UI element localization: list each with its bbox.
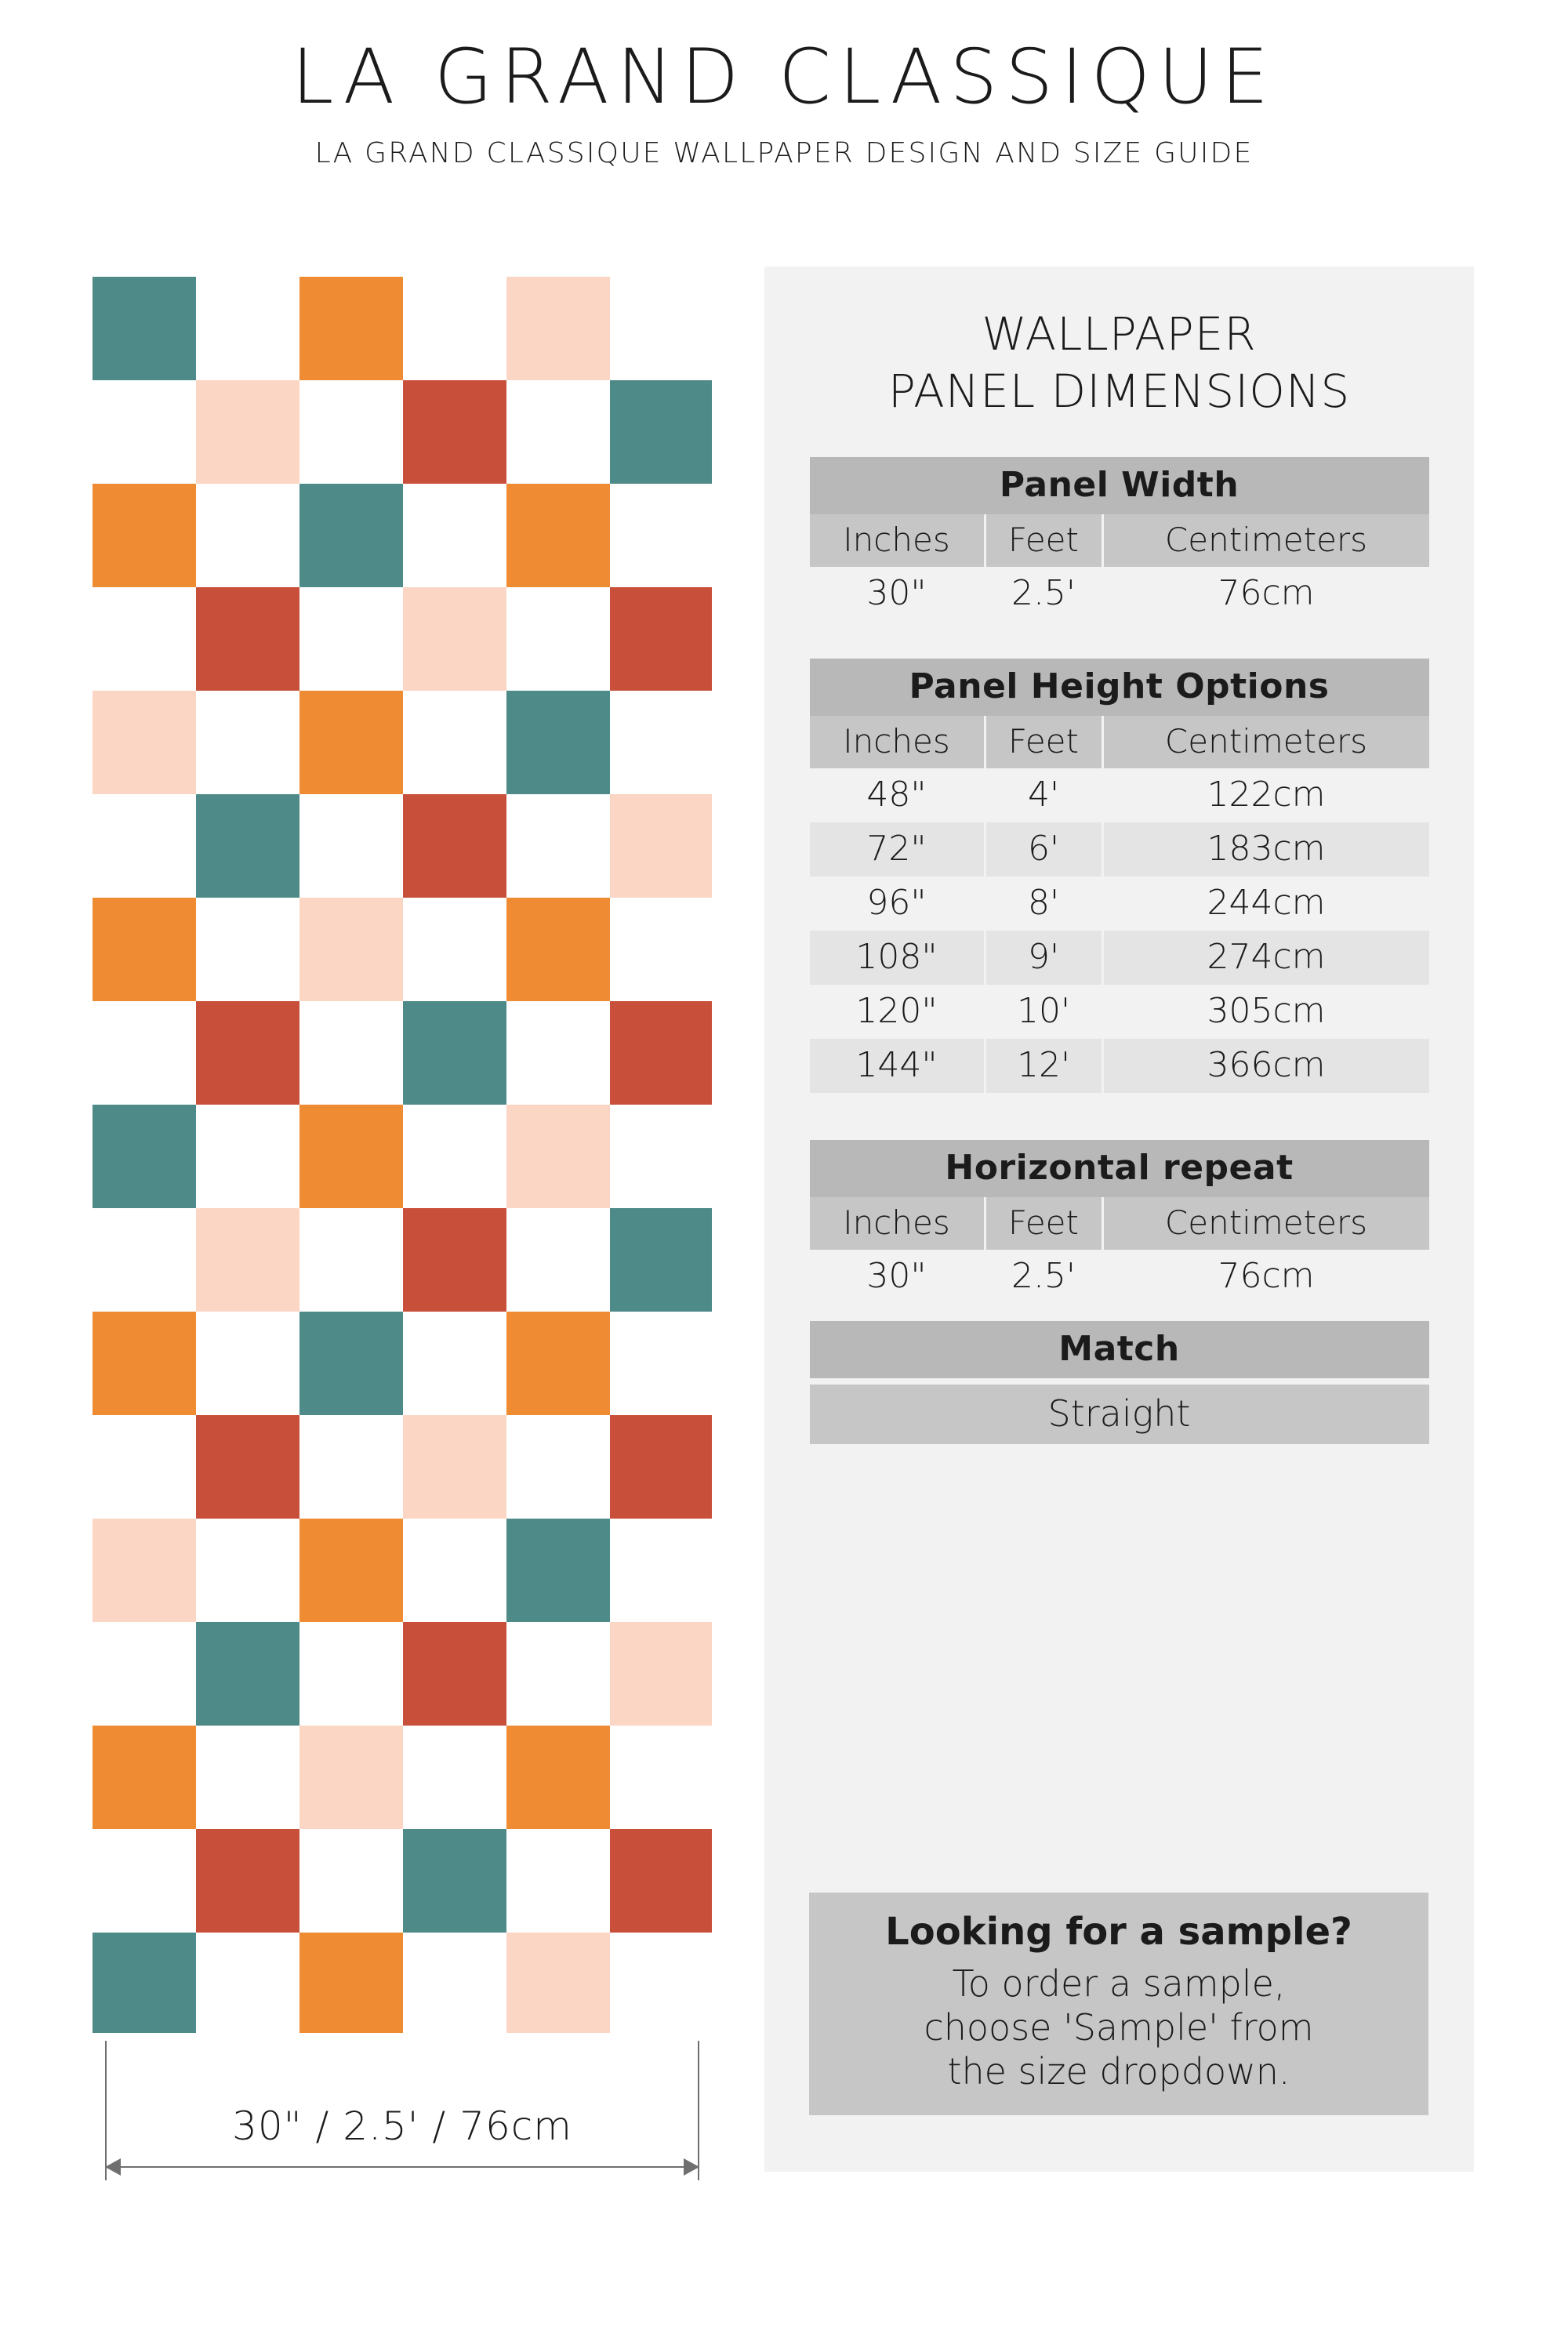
cell-inches: 96" — [810, 877, 986, 931]
pattern-cell — [610, 1622, 712, 1726]
dimensions-panel — [764, 267, 1474, 2172]
panel-heading-line1: WALLPAPER — [982, 307, 1257, 361]
cell-centimeters: 76cm — [1218, 573, 1315, 613]
sample-callout — [809, 1893, 1428, 2115]
measure-line — [105, 2166, 699, 2168]
column-header-inches: Inches — [810, 1197, 986, 1250]
pattern-cell — [196, 1622, 299, 1726]
horizontal-repeat-title: Horizontal repeat — [810, 1140, 1429, 1197]
cell-feet: 8' — [986, 877, 1104, 931]
pattern-cell — [506, 1519, 610, 1622]
cell-centimeters: 76cm — [1218, 1256, 1315, 1296]
pattern-cell — [196, 1208, 299, 1312]
pattern-cell — [299, 484, 403, 587]
panel-heading — [764, 306, 1474, 419]
arrow-left-icon — [105, 2158, 121, 2176]
cell-feet: 2.5' — [986, 567, 1104, 621]
column-header-feet: Feet — [986, 716, 1104, 768]
pattern-cell — [506, 1105, 610, 1208]
match-title: Match — [810, 1321, 1429, 1378]
horizontal-repeat-header-row — [810, 1197, 1429, 1250]
cell-inches: 108" — [810, 931, 986, 985]
pattern-cell — [93, 484, 196, 587]
cell-centimeters: 305cm — [1207, 991, 1326, 1031]
pattern-cell — [610, 1829, 712, 1933]
pattern-cell — [196, 1829, 299, 1933]
page-title: LA GRAND CLASSIQUE — [291, 33, 1277, 121]
table-row — [810, 877, 1429, 931]
arrow-right-icon — [684, 2158, 699, 2176]
table-row — [810, 1250, 1429, 1304]
panel-heading-line2: PANEL DIMENSIONS — [887, 364, 1351, 418]
cell-feet: 6' — [986, 822, 1104, 877]
pattern-cell — [610, 1001, 712, 1105]
cell-centimeters: 122cm — [1207, 775, 1326, 815]
column-header-feet: Feet — [986, 514, 1104, 567]
column-header-centimeters: Centimeters — [1164, 722, 1368, 760]
pattern-cell — [506, 898, 610, 1001]
cell-centimeters: 274cm — [1207, 937, 1326, 977]
match-table — [810, 1321, 1429, 1378]
pattern-cell — [93, 277, 196, 380]
pattern-cell — [506, 277, 610, 380]
pattern-cell — [93, 1519, 196, 1622]
pattern-cell — [299, 691, 403, 794]
pattern-cell — [403, 1622, 506, 1726]
panel-height-title: Panel Height Options — [810, 659, 1429, 716]
measure-label: 30" / 2.5' / 76cm — [232, 2103, 572, 2149]
pattern-cell — [403, 587, 506, 691]
content-area — [0, 267, 1568, 2242]
pattern-cell — [299, 1726, 403, 1829]
cell-feet: 10' — [986, 985, 1104, 1039]
column-header-centimeters: Centimeters — [1164, 521, 1368, 559]
panel-width-title: Panel Width — [810, 457, 1429, 514]
sample-callout-line3: the size dropdown. — [947, 2049, 1290, 2092]
pattern-cell — [403, 1829, 506, 1933]
pattern-cell — [196, 380, 299, 484]
pattern-cell — [610, 1415, 712, 1519]
page-subtitle: LA GRAND CLASSIQUE WALLPAPER DESIGN AND SIZE GUIDE — [314, 136, 1254, 169]
pattern-cell — [196, 794, 299, 898]
cell-feet: 12' — [986, 1039, 1104, 1093]
pattern-cell — [93, 691, 196, 794]
column-header-inches: Inches — [810, 716, 986, 768]
table-row — [810, 822, 1429, 877]
pattern-cell — [403, 1208, 506, 1312]
pattern-cell — [196, 1001, 299, 1105]
panel-height-header-row — [810, 716, 1429, 768]
pattern-cell — [506, 1726, 610, 1829]
cell-inches: 48" — [810, 768, 986, 822]
pattern-cell — [299, 1933, 403, 2033]
match-value: Straight — [810, 1385, 1429, 1444]
pattern-cell — [506, 1933, 610, 2033]
table-row — [810, 1039, 1429, 1093]
pattern-cell — [506, 1312, 610, 1415]
pattern-cell — [506, 691, 610, 794]
pattern-cell — [299, 1105, 403, 1208]
pattern-cell — [196, 587, 299, 691]
table-row — [810, 768, 1429, 822]
cell-inches: 120" — [810, 985, 986, 1039]
width-measurement — [93, 2041, 712, 2182]
cell-centimeters: 244cm — [1207, 883, 1326, 923]
cell-feet: 4' — [986, 768, 1104, 822]
pattern-cell — [610, 794, 712, 898]
cell-feet: 2.5' — [986, 1250, 1104, 1304]
pattern-cell — [610, 587, 712, 691]
horizontal-repeat-table — [810, 1140, 1429, 1304]
sample-callout-line2: choose 'Sample' from — [924, 2005, 1314, 2049]
cell-centimeters: 366cm — [1207, 1045, 1326, 1085]
pattern-cell — [299, 1312, 403, 1415]
pattern-cell — [403, 380, 506, 484]
pattern-cell — [93, 1105, 196, 1208]
sample-callout-title: Looking for a sample? — [885, 1909, 1352, 1954]
panel-width-table — [810, 457, 1429, 621]
pattern-cell — [403, 1415, 506, 1519]
pattern-preview-column — [93, 277, 712, 2182]
panel-width-header-row — [810, 514, 1429, 567]
pattern-cell — [299, 1519, 403, 1622]
cell-inches: 144" — [810, 1039, 986, 1093]
pattern-cell — [299, 277, 403, 380]
panel-height-table — [810, 659, 1429, 1093]
table-row — [810, 931, 1429, 985]
pattern-cell — [610, 1208, 712, 1312]
pattern-cell — [299, 898, 403, 1001]
pattern-cell — [93, 898, 196, 1001]
wallpaper-pattern-swatch — [93, 277, 712, 2033]
cell-centimeters: 183cm — [1207, 829, 1326, 869]
pattern-cell — [403, 794, 506, 898]
cell-inches: 72" — [810, 822, 986, 877]
pattern-cell — [506, 484, 610, 587]
table-row — [810, 567, 1429, 621]
table-row — [810, 985, 1429, 1039]
cell-feet: 9' — [986, 931, 1104, 985]
column-header-feet: Feet — [986, 1197, 1104, 1250]
column-header-centimeters: Centimeters — [1164, 1203, 1368, 1242]
pattern-cell — [196, 1415, 299, 1519]
pattern-cell — [93, 1312, 196, 1415]
pattern-cell — [403, 1001, 506, 1105]
pattern-cell — [93, 1726, 196, 1829]
page-header — [0, 0, 1568, 169]
cell-inches: 30" — [810, 567, 986, 621]
sample-callout-line1: To order a sample, — [952, 1962, 1286, 2005]
pattern-cell — [610, 380, 712, 484]
column-header-inches: Inches — [810, 514, 986, 567]
pattern-cell — [93, 1933, 196, 2033]
cell-inches: 30" — [810, 1250, 986, 1304]
